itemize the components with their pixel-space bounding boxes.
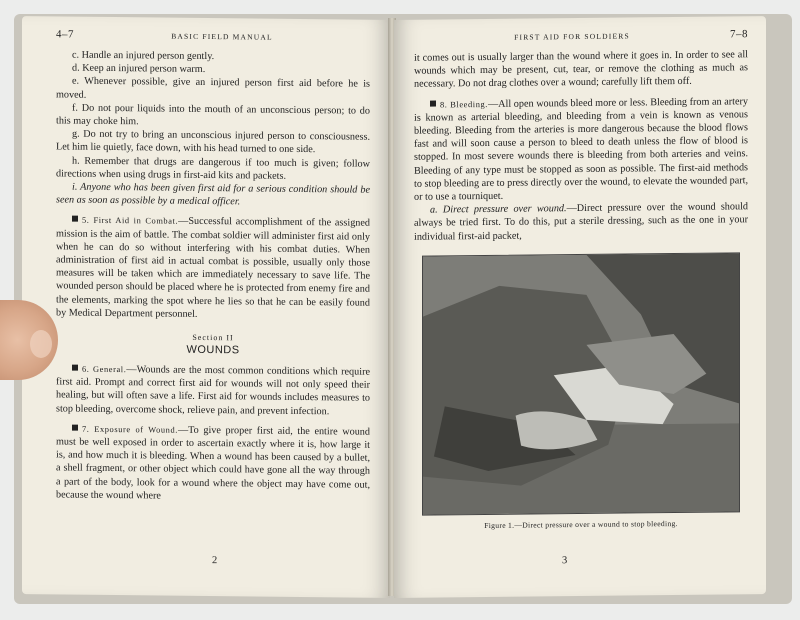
- sub-a-heading: a. Direct pressure over wound.: [430, 203, 567, 216]
- paragraph-8-text: —All open wounds bleed more or less. Bleeding from an artery is known as arterial bleeding, and bleeding from a vein is known as venous bleeding. Bleeding from the arteries is more dangerous because the blood flows fast and will soon cause a person to bleed to death unless the flow of blood is stopped. In most severe wounds there is bleeding from both arteries and veins. Bleeding of any type must be stopped as soon as possible. The first-aid methods to stop bleeding are to press directly over the wound, to elevate the wounded part, or to use a tourniquet.: [414, 95, 748, 203]
- section-mark-icon: [72, 424, 78, 430]
- paragraph-5-text: —Successful accomplishment of the assigned mission is the aim of battle. The combat soldier will administer first aid only when he can do so without interfering with his combat duties. When administration of first aid in actual combat is possible, usually only those measures will be taken which are immediately necessary to save life. The wounded person should be placed where he is protected from enemy fire and the elements, marking the spot where he lies so that he can be easily found by Medical Department personnel.: [56, 216, 370, 320]
- paragraph-8: [414, 95, 748, 204]
- section-mark-icon: [430, 100, 436, 106]
- left-running-head: BASIC FIELD MANUAL: [171, 31, 273, 42]
- list-items: [56, 48, 370, 210]
- left-folio: 2: [212, 555, 218, 567]
- right-page-label: 7–8: [730, 28, 748, 41]
- section-mark-icon: [72, 365, 78, 371]
- list-item: f. Do not pour liquids into the mouth of an unconscious person; to do this may choke him.: [56, 102, 370, 128]
- paragraph-5-heading: 5. First Aid in Combat.: [82, 216, 179, 227]
- list-item: h. Remember that drugs are dangerous if too much is given; follow directions when using drugs in first-aid kits and packets.: [56, 155, 370, 182]
- list-item: e. Whenever possible, give an injured person first aid before he is moved.: [56, 76, 370, 101]
- continued-text: it comes out is usually larger than the wound where it goes in. In order to see all wounds which may be present, cut, tear, or remove the clothing as much as necessary. Do not drag clothes over a wound; carefully lift them off.: [414, 49, 748, 91]
- sub-a-text: —Direct pressure over the wound should always be tried first. To do this, put a sterile dressing, such as the one in your individual first-aid packet,: [414, 201, 748, 243]
- section-title: WOUNDS: [186, 343, 240, 357]
- list-item: g. Do not try to bring an unconscious injured person to consciousness. Let him lie quietly, face down, with his head turned to one side.: [56, 128, 370, 156]
- paragraph-8-heading: 8. Bleeding.: [440, 99, 488, 110]
- figure-1-photo: [422, 252, 740, 515]
- paragraph-6: [56, 362, 370, 418]
- sub-a: [414, 200, 748, 243]
- paragraph-7-text: —To give proper first aid, the entire wound must be well exposed in order to ascertain exactly where it is, how large it is, and how much it is bleeding. When a wound has been caused by a bullet, a shell fragment, or other object which could have gone all the way through a part of the body, look for a wound where the object may have come out, because the wound where: [56, 424, 370, 502]
- paragraph-6-heading: 6. General.: [82, 364, 127, 375]
- paragraph-5: [56, 214, 370, 323]
- right-folio: 3: [562, 555, 568, 567]
- section-label: Section II: [192, 332, 234, 343]
- left-page: [22, 16, 390, 598]
- right-running-head: FIRST AID FOR SOLDIERS: [514, 31, 630, 42]
- list-item: d. Keep an injured person warm.: [72, 62, 206, 76]
- figure-caption: Figure 1.—Direct pressure over a wound to stop bleeding.: [484, 518, 678, 530]
- list-item: c. Handle an injured person gently.: [72, 49, 215, 63]
- section-mark-icon: [72, 216, 78, 222]
- paragraph-7: [56, 422, 370, 505]
- paragraph-7-heading: 7. Exposure of Wound.: [82, 424, 178, 435]
- left-page-label: 4–7: [56, 28, 74, 41]
- right-page: [394, 16, 766, 598]
- list-item: i. Anyone who has been given first aid for a serious condition should be seen as soon as possible by a medical officer.: [56, 181, 370, 208]
- figure-1-illustration: [423, 253, 739, 514]
- paragraph-6-text: —Wounds are the most common conditions which require first aid. Prompt and correct first aid for wounds will not only speed their healing, but will often save a life. First aid for wounds includes measures to stop bleeding, overcome shock, relieve pain, and prevent infection.: [56, 364, 370, 417]
